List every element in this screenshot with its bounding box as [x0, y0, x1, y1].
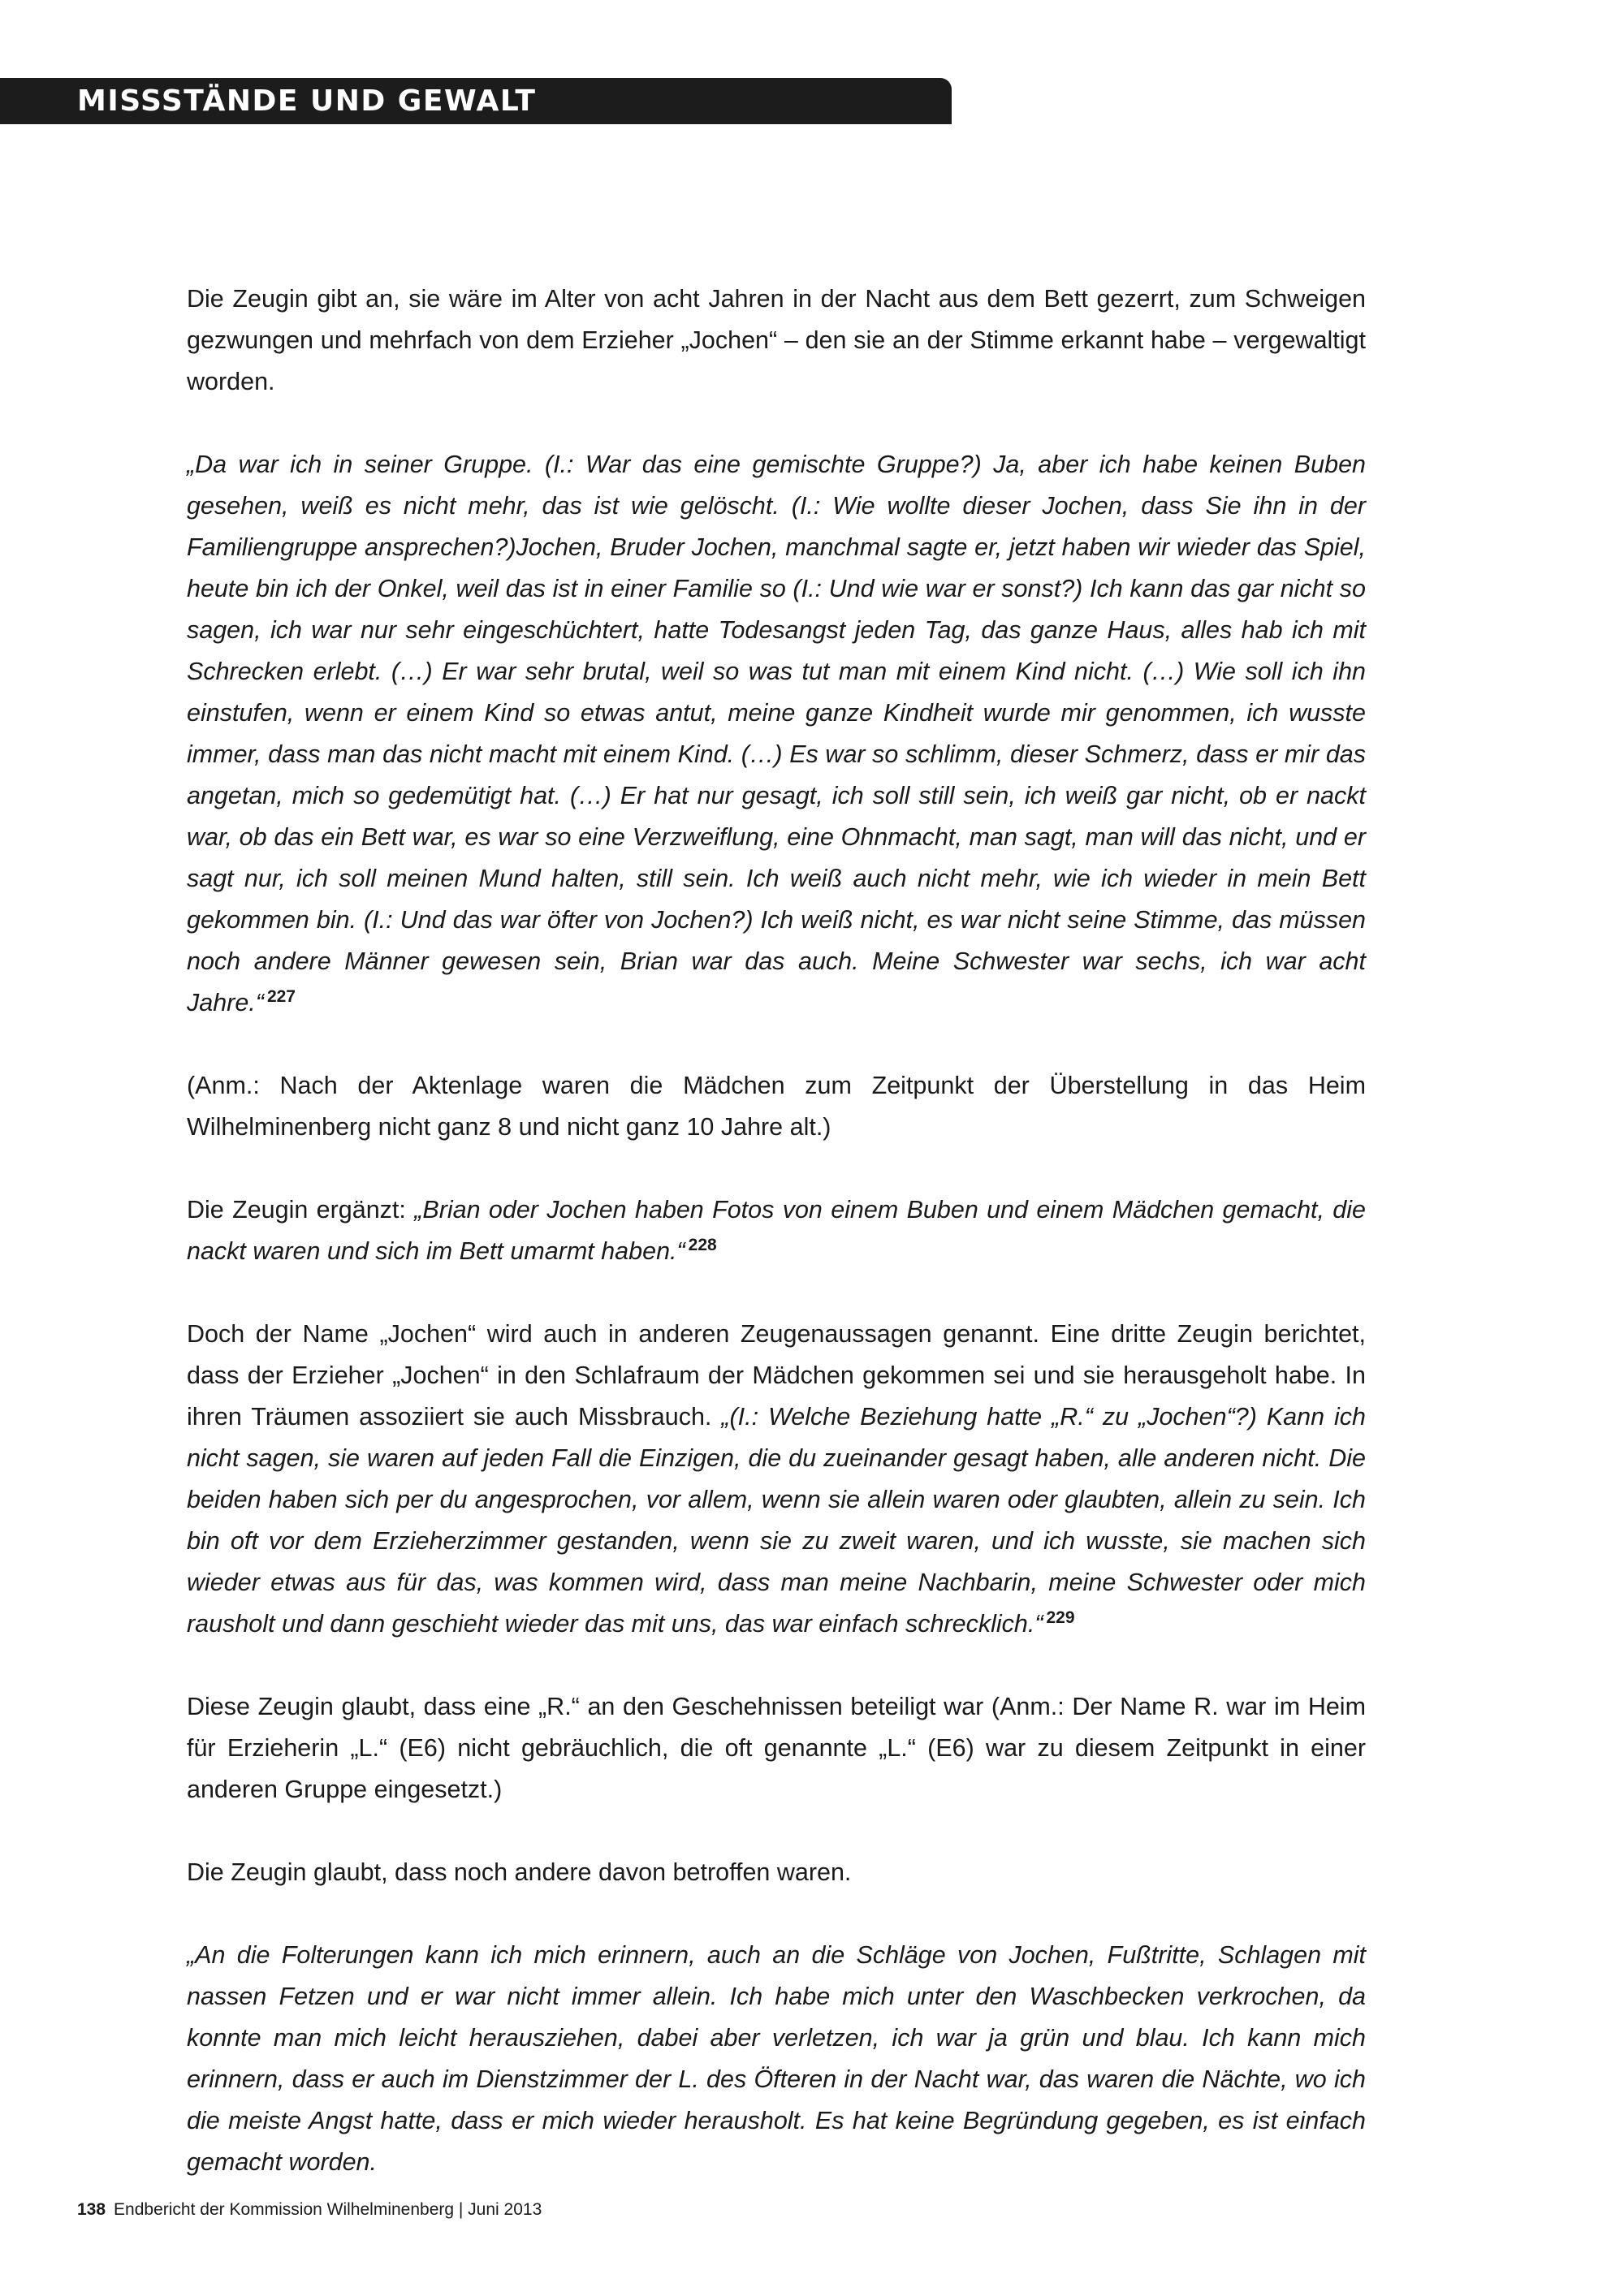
section-header-bar — [0, 78, 952, 124]
body-text — [187, 278, 1366, 2225]
paragraph-lead: Doch der Name „Jochen“ wird auch in anderen Zeugenaussagen genannt. Eine dritte Zeugin berichtet, dass der Erzieher „Jochen“ in den Schlafraum der Mädchen gekommen sei und sie herausgeholt habe. In ihren Träumen assoziiert sie auch Missbrauch. — [187, 1320, 1366, 1431]
witness-quote: „Brian oder Jochen haben Fotos von einem Buben und einem Mädchen gemacht, die nackt waren und sich im Bett umarmt haben.“ — [187, 1196, 1367, 1265]
footnote-ref: 227 — [266, 986, 296, 1006]
section-title: MISSSTÄNDE UND GEWALT — [77, 84, 537, 118]
page-footer — [77, 2200, 542, 2220]
quote-paragraph — [187, 1314, 1366, 1645]
paragraph: Die Zeugin glaubt, dass noch andere davon betroffen waren. — [187, 1858, 852, 1886]
quote-paragraph — [187, 1935, 1366, 2183]
footer-text: Endbericht der Kommission Wilhelminenberg | Juni 2013 — [114, 2200, 542, 2219]
paragraph: Diese Zeugin glaubt, dass eine „R.“ an den Geschehnissen beteiligt war (Anm.: Der Name R. war im Heim für Erzieherin „L.“ (E6) nicht gebräuchlich, die oft genannte „L.“ (E6) war zu diesem Zeitpunkt in einer anderen Gruppe eingesetzt.) — [187, 1693, 1366, 1803]
witness-quote: „An die Folterungen kann ich mich erinnern, auch an die Schläge von Jochen, Fußtritte, Schlagen mit nassen Fetzen und er war nicht immer allein. Ich habe mich unter den Waschbecken verkrochen, da konnte man mich leicht herausziehen, dabei aber verletzen, ich war ja grün und blau. Ich kann mich erinnern, dass er auch im Dienstzimmer der L. des Öfteren in der Nacht war, das waren die Nächte, wo ich die meiste Angst hatte, dass er mich wieder herausholt. Es hat keine Begründung gegeben, es ist einfach gemacht worden. — [187, 1941, 1366, 2176]
paragraph: Die Zeugin gibt an, sie wäre im Alter von acht Jahren in der Nacht aus dem Bett gezerrt, zum Schweigen gezwungen und mehrfach von dem Erzieher „Jochen“ – den sie an der Stimme erkannt habe – vergewaltigt worden. — [187, 285, 1366, 395]
witness-quote: „(I.: Welche Beziehung hatte „R.“ zu „Jochen“?) Kann ich nicht sagen, sie waren auf jeden Fall die Einzigen, die du zueinander gesagt haben, alle anderen nicht. Die beiden haben sich per du angesprochen, vor allem, wenn sie allein waren oder glaubten, allein zu sein. Ich bin oft vor dem Erzieherzimmer gestanden, wenn sie zu zweit waren, und ich wusste, sie machen sich wieder etwas aus für das, was kommen wird, dass man meine Nachbarin, meine Schwester oder mich rausholt und dann geschieht wieder das mit uns, das war einfach schrecklich.“ — [187, 1403, 1367, 1638]
footnote-ref: 228 — [688, 1235, 717, 1254]
quote-paragraph — [187, 444, 1366, 1024]
quote-paragraph — [187, 1189, 1366, 1272]
paragraph-lead: Die Zeugin ergänzt: — [187, 1196, 415, 1224]
witness-quote: „Da war ich in seiner Gruppe. (I.: War das eine gemischte Gruppe?) Ja, aber ich habe keinen Buben gesehen, weiß es nicht mehr, das ist wie gelöscht. (I.: Wie wollte dieser Jochen, dass Sie ihn in der Familiengruppe ansprechen?)Jochen, Bruder Jochen, manchmal sagte er, jetzt haben wir wieder das Spiel, heute bin ich der Onkel, weil das ist in einer Familie so (I.: Und wie war er sonst?) Ich kann das gar nicht so sagen, ich war nur sehr eingeschüchtert, hatte Todesangst jeden Tag, das ganze Haus, alles hab ich mit Schrecken erlebt. (…) Er war sehr brutal, weil so was tut man mit einem Kind nicht. (…) Wie soll ich ihn einstufen, wenn er einem Kind so etwas antut, meine ganze Kindheit wurde mir genommen, ich wusste immer, dass man das nicht macht mit einem Kind. (…) Es war so schlimm, dieser Schmerz, dass er mir das angetan, mich so gedemütigt hat. (…) Er hat nur gesagt, ich soll still sein, ich weiß gar nicht, ob er nackt war, ob das ein Bett war, es war so eine Verzweiflung, eine Ohnmacht, man sagt, man will das nicht, und er sagt nur, ich soll meinen Mund halten, still sein. Ich weiß auch nicht mehr, wie ich wieder in mein Bett gekommen bin. (I.: Und das war öfter von Jochen?) Ich weiß nicht, es war nicht seine Stimme, das müssen noch andere Männer gewesen sein, Brian war das auch. Meine Schwester war sechs, ich war acht Jahre.“ — [187, 451, 1366, 1016]
page-number: 138 — [77, 2200, 106, 2219]
paragraph: (Anm.: Nach der Aktenlage waren die Mädchen zum Zeitpunkt der Überstellung in das Heim Wilhelminenberg nicht ganz 8 und nicht ganz 10 Jahre alt.) — [187, 1072, 1366, 1141]
footnote-ref: 229 — [1046, 1608, 1075, 1627]
